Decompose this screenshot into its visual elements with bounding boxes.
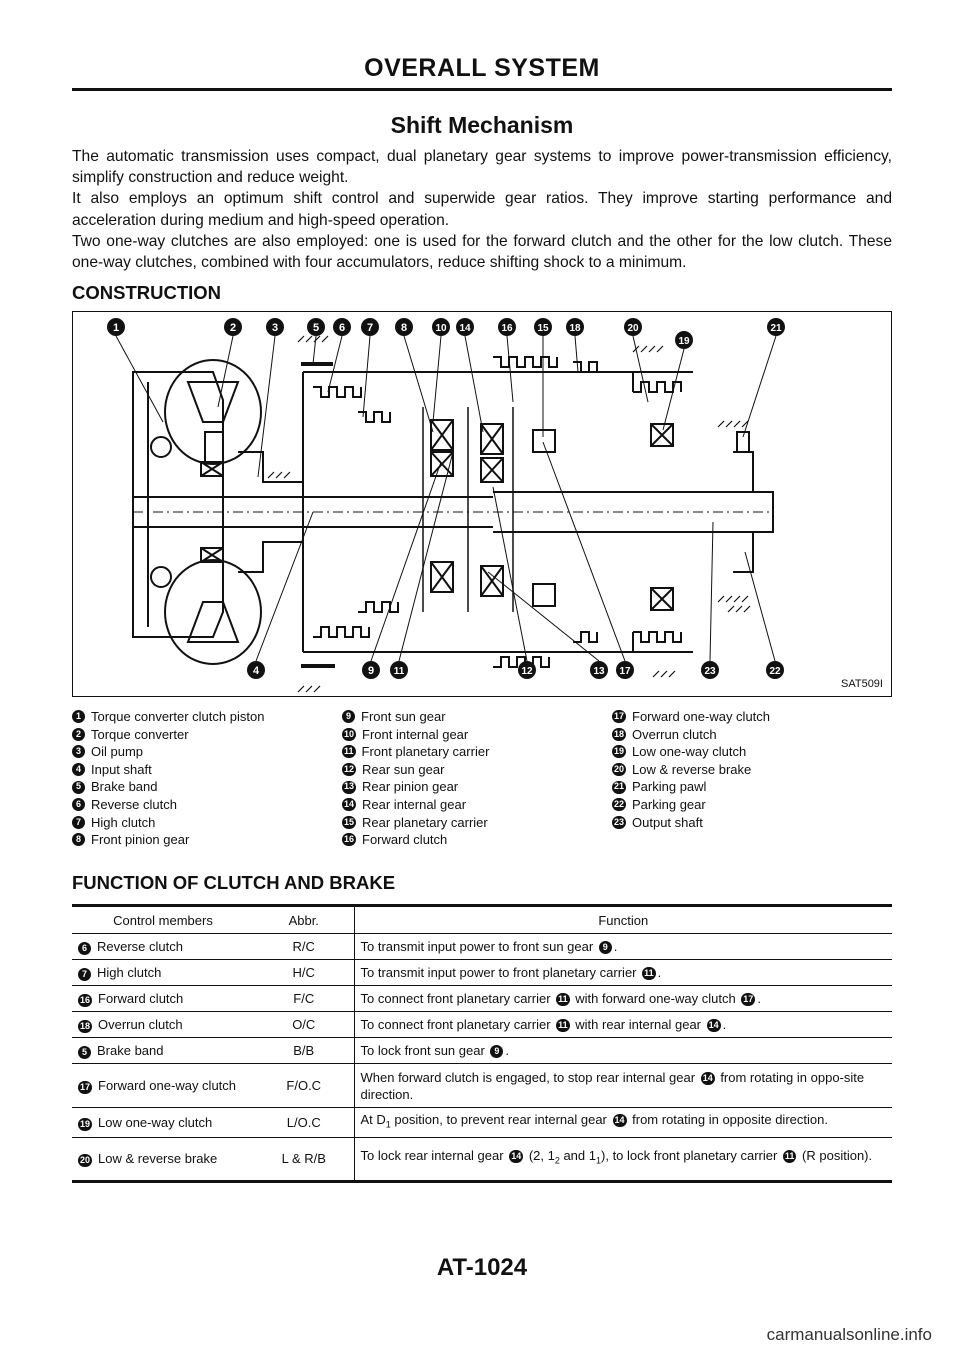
legend-label: Brake band [91, 779, 158, 795]
ground-hatch-7 [653, 671, 675, 677]
table-header-row [72, 906, 892, 934]
page-number: AT-1024 [436, 1254, 528, 1281]
callout-number: 9 [367, 665, 375, 677]
callout-number: 2 [229, 322, 237, 334]
table-row [72, 934, 892, 960]
table-row [72, 986, 892, 1012]
diagram-callout [224, 318, 242, 336]
ground-hatch-8 [728, 606, 750, 612]
callout-number-badge: 20 [80, 1155, 91, 1166]
callout-number: 17 [619, 666, 631, 677]
control-member-cell [72, 960, 254, 986]
legend-label: High clutch [91, 814, 156, 830]
diagram-callout [361, 318, 379, 336]
callout-number: 18 [569, 323, 581, 334]
callout-number-badge: 7 [72, 816, 85, 829]
legend-item [72, 796, 264, 814]
control-member-cell [72, 1012, 254, 1038]
section-header: OVERALL SYSTEM [364, 54, 600, 82]
legend-item [72, 726, 264, 744]
high-clutch-pack-top [358, 412, 390, 422]
callout-number: 21 [770, 323, 782, 334]
table-row [72, 960, 892, 986]
callouts-bottom [247, 661, 784, 679]
legend-label: Parking pawl [632, 779, 707, 795]
control-member-name: Brake band [97, 1043, 164, 1058]
front-pinion-lower-cross [431, 562, 453, 592]
control-member-name: Reverse clutch [97, 939, 183, 954]
function-cell: To transmit input power to front planetary carrier 11 . [354, 960, 892, 986]
callout-number-badge: 23 [612, 816, 626, 829]
legend-column [72, 708, 264, 849]
abbr-cell: L & R/B [254, 1137, 354, 1181]
callout-number-badge: 13 [342, 781, 356, 794]
legend-label: Front internal gear [362, 726, 469, 742]
callout-number-badge: 17 [80, 1082, 91, 1092]
leader-line [575, 336, 578, 372]
leader-line [313, 336, 316, 364]
callout-number-badge: 7 [78, 968, 91, 981]
legend-label: Low & reverse brake [632, 761, 752, 777]
construction-heading: CONSTRUCTION [72, 282, 222, 303]
callouts-top [107, 318, 785, 349]
diagram-callout [767, 318, 785, 336]
callout-number-badge: 6 [78, 942, 91, 955]
legend-item [342, 708, 489, 726]
intro-paragraph: The automatic transmission uses compact, dual planetary gear systems to improve power-transmission efficiency, simplify construction and reduce weight. [72, 148, 892, 187]
control-member-name: High clutch [97, 965, 162, 980]
function-cell: To connect front planetary carrier 11 with rear internal gear 14 . [354, 1012, 892, 1038]
legend-item [72, 708, 264, 726]
intro-text [72, 146, 892, 273]
control-member-cell [72, 1108, 254, 1138]
callout-number: 20 [627, 323, 639, 334]
ground-hatch-3 [633, 346, 663, 352]
control-member-name: Forward clutch [98, 991, 184, 1006]
control-member-cell [72, 934, 254, 960]
legend-label: Rear planetary carrier [362, 814, 488, 830]
upper-converter-hub [151, 437, 171, 457]
converter-housing-shape [133, 372, 223, 637]
callout-number-badge: 21 [612, 781, 626, 794]
callout-number-badge: 4 [72, 763, 85, 776]
callout-number: 10 [435, 323, 447, 334]
legend-label: Low one-way clutch [632, 744, 747, 760]
table-row [72, 1137, 892, 1181]
legend-label: Front pinion gear [91, 832, 190, 848]
ground-hatch-4 [718, 421, 748, 427]
diagram-callout [766, 661, 784, 679]
ground-hatch-6 [298, 686, 320, 692]
rear-sun-upper-cross [481, 458, 503, 482]
ground-hatch-5 [718, 596, 748, 602]
forward-clutch-pack-top [493, 357, 557, 367]
callout-number-badge: 19 [80, 1118, 91, 1129]
callout-number-badge: 14 [702, 1072, 713, 1083]
abbr-cell: B/B [254, 1038, 354, 1064]
callout-number: 7 [366, 322, 374, 334]
control-member-cell [72, 986, 254, 1012]
callout-number: 1 [112, 322, 120, 334]
diagram-callout [266, 318, 284, 336]
abbr-cell: R/C [254, 934, 354, 960]
legend-item [342, 796, 489, 814]
transmission-cutaway-drawing [73, 312, 890, 695]
legend-label: Rear sun gear [362, 761, 445, 777]
rear-pinion-upper-cross [481, 424, 503, 454]
legend-item [342, 743, 489, 761]
callout-number-badge: 20 [612, 763, 626, 776]
legend-label: Front sun gear [361, 709, 446, 724]
legend-item [72, 778, 264, 796]
legend-item [72, 831, 264, 849]
legend-label: Torque converter [91, 726, 189, 742]
diagram-callout [534, 318, 552, 336]
callout-number: 16 [501, 323, 513, 334]
legend-item [612, 778, 770, 796]
ground-hatch-2 [298, 336, 328, 342]
reverse-clutch-pack-top [313, 387, 361, 397]
callout-number-badge: 5 [78, 1046, 91, 1059]
abbr-cell: F/O.C [254, 1064, 354, 1108]
diagram-callout [390, 661, 408, 679]
diagram-callout [590, 661, 608, 679]
diagram-callout [566, 318, 584, 336]
function-table-wrap [72, 904, 892, 1183]
table-row [72, 1012, 892, 1038]
low-reverse-brake-bottom [633, 632, 693, 652]
reverse-clutch-pack-bottom [313, 627, 369, 637]
callout-number-badge: 11 [558, 1020, 568, 1031]
callout-number-badge: 14 [342, 798, 356, 811]
callout-number: 6 [338, 322, 346, 334]
legend-item [72, 814, 264, 832]
leader-line [743, 336, 776, 437]
callout-number-badge: 9 [342, 710, 355, 723]
forward-one-way-upper [533, 430, 555, 452]
column-header-abbr: Abbr. [254, 906, 354, 934]
column-header-member: Control members [72, 906, 254, 934]
callout-number-badge: 10 [342, 728, 356, 741]
legend-item [342, 831, 489, 849]
function-cell: To connect front planetary carrier 11 with forward one-way clutch 17 . [354, 986, 892, 1012]
diagram-callout [624, 318, 642, 336]
upper-stator [205, 432, 223, 462]
overrun-clutch-pack-top [573, 362, 597, 372]
callout-number: 14 [459, 323, 471, 334]
function-cell: To lock rear internal gear 14 (2, $1_2$ and $1_1$), to lock front planetary carrier 11 (R position). [354, 1137, 892, 1181]
intro-paragraph: Two one-way clutches are also employed: one is used for the forward clutch and the other for the low clutch. These one-way clutches, combined with four accumulators, reduce shifting shock to a minimum. [72, 232, 892, 272]
page-title: Shift Mechanism [390, 112, 574, 138]
callout-number-badge: 12 [342, 763, 356, 776]
lower-converter-torus [165, 560, 261, 664]
table-row [72, 1038, 892, 1064]
leader-line [363, 336, 370, 417]
callout-number-badge: 9 [490, 1045, 503, 1058]
callout-number-badge: 17 [743, 994, 754, 1005]
callout-number: 4 [252, 665, 260, 677]
callout-number: 23 [704, 666, 716, 677]
legend-item [612, 726, 770, 744]
function-table [72, 904, 892, 1183]
overrun-clutch-pack-bottom [573, 632, 597, 642]
leader-line [710, 522, 713, 661]
leader-line [116, 336, 163, 422]
diagram-callout [247, 661, 265, 679]
construction-diagram [72, 311, 892, 697]
watermark: carmanualsonline.info [766, 1325, 932, 1344]
function-cell: To lock front sun gear 9 . [354, 1038, 892, 1064]
abbr-cell: L/O.C [254, 1108, 354, 1138]
function-cell: At $D_1$ position, to prevent rear internal gear 14 from rotating in opposite direction. [354, 1108, 892, 1138]
diagram-callout [701, 661, 719, 679]
diagram-callout [498, 318, 516, 336]
callout-number-badge: 1 [72, 710, 85, 723]
legend-label: Torque converter clutch piston [91, 709, 265, 724]
leader-line [433, 336, 441, 422]
callout-leader-lines [116, 336, 776, 661]
control-member-name: Overrun clutch [98, 1017, 183, 1032]
callout-number-badge: 17 [612, 710, 626, 723]
function-heading: FUNCTION OF CLUTCH AND BRAKE [72, 872, 396, 893]
diagram-callout [518, 661, 536, 679]
legend-item [342, 726, 489, 744]
leader-line [507, 336, 513, 402]
legend-item [342, 814, 489, 832]
legend-item [612, 761, 770, 779]
leader-line [543, 442, 625, 661]
legend-label: Rear internal gear [362, 796, 467, 812]
leader-line [218, 336, 233, 407]
callout-number-badge: 3 [72, 745, 85, 758]
legend-column [612, 708, 770, 831]
callout-number-badge: 14 [708, 1020, 719, 1031]
control-member-name: Low one-way clutch [98, 1114, 213, 1130]
callout-number-badge: 6 [72, 798, 85, 811]
parking-pawl-shape [737, 432, 749, 452]
callout-number-badge: 11 [558, 994, 568, 1005]
callout-number-badge: 5 [72, 781, 85, 794]
ground-hatch-1 [268, 472, 290, 478]
forward-one-way-lower [533, 584, 555, 606]
callout-number-badge: 16 [80, 995, 91, 1005]
header-rule [72, 88, 892, 91]
callout-number-badge: 22 [612, 798, 626, 811]
control-member-name: Low & reverse brake [98, 1151, 218, 1167]
low-one-way-lower-cross [651, 588, 673, 610]
high-clutch-pack-bottom [358, 602, 398, 612]
legend-item [342, 778, 489, 796]
diagram-callout [362, 661, 380, 679]
control-member-name: Forward one-way clutch [98, 1078, 237, 1093]
legend-label: Forward clutch [362, 832, 448, 848]
callout-number-badge: 9 [599, 941, 612, 954]
lower-converter-hub [151, 567, 171, 587]
callout-number: 12 [521, 666, 533, 677]
callout-number-badge: 19 [612, 745, 626, 758]
callout-number: 19 [678, 336, 690, 347]
diagram-drawing [133, 336, 773, 692]
callout-number-badge: 16 [342, 833, 356, 846]
callout-number: 22 [769, 666, 781, 677]
abbr-cell: H/C [254, 960, 354, 986]
diagram-callout [432, 318, 450, 336]
legend-label: Input shaft [91, 761, 152, 777]
callout-number: 5 [312, 322, 320, 334]
callout-number-badge: 11 [644, 968, 654, 979]
callout-number: 13 [593, 666, 605, 677]
upper-turbine-blade [188, 382, 238, 422]
legend-item [612, 814, 770, 832]
legend-label: Reverse clutch [91, 796, 177, 812]
diagram-callout [395, 318, 413, 336]
subscript: 2 [554, 1155, 560, 1166]
callout-number-badge: 8 [72, 833, 85, 846]
legend-label: Forward one-way clutch [632, 709, 771, 724]
control-member-cell [72, 1137, 254, 1181]
figure-code: SAT509I [841, 678, 883, 690]
leader-line [488, 572, 599, 661]
callout-number: 3 [271, 322, 279, 334]
upper-converter-torus [165, 360, 261, 464]
low-one-way-upper-cross [651, 424, 673, 446]
callout-number: 15 [537, 323, 549, 334]
legend-label: Front planetary carrier [361, 744, 490, 760]
control-member-cell [72, 1038, 254, 1064]
table-row [72, 1064, 892, 1108]
function-cell: To transmit input power to front sun gear 9 . [354, 934, 892, 960]
diagram-callout [107, 318, 125, 336]
legend-column [342, 708, 489, 849]
diagram-callout [333, 318, 351, 336]
callout-number-badge: 14 [511, 1151, 522, 1162]
legend-label: Oil pump [91, 744, 144, 760]
diagram-callout [456, 318, 474, 336]
callout-number-badge: 11 [784, 1151, 795, 1162]
callout-number-badge: 18 [612, 728, 626, 741]
leader-line [404, 336, 433, 432]
legend-label: Output shaft [632, 814, 703, 830]
intro-paragraph: It also employs an optimum shift control and superwide gear ratios. They improve starting performance and acceleration during medium and high-speed operation. [72, 190, 892, 229]
callout-number: 11 [393, 666, 405, 677]
legend-item [612, 743, 770, 761]
legend-item [612, 708, 770, 726]
callout-number-badge: 2 [72, 728, 85, 741]
callout-number-badge: 11 [342, 745, 356, 758]
callout-number-badge: 18 [80, 1021, 91, 1031]
callout-number: 8 [400, 322, 408, 334]
legend-item [72, 761, 264, 779]
callout-number-badge: 15 [342, 816, 356, 829]
diagram-callout [675, 331, 693, 349]
diagram-callout [616, 661, 634, 679]
subscript: 1 [596, 1155, 602, 1166]
legend-label: Overrun clutch [632, 726, 717, 742]
leader-line [256, 512, 313, 661]
control-member-cell [72, 1064, 254, 1108]
callout-number-badge: 14 [614, 1115, 625, 1126]
legend-item [342, 761, 489, 779]
legend-label: Rear pinion gear [362, 779, 459, 795]
function-table-body [72, 934, 892, 1182]
abbr-cell: O/C [254, 1012, 354, 1038]
legend-item [612, 796, 770, 814]
legend-item [72, 743, 264, 761]
abbr-cell: F/C [254, 986, 354, 1012]
subscript: 1 [385, 1119, 391, 1130]
table-row [72, 1108, 892, 1138]
front-pinion-upper-cross [431, 420, 453, 450]
legend-label: Parking gear [632, 796, 706, 812]
diagram-callout [307, 318, 325, 336]
column-header-function: Function [354, 906, 892, 934]
function-cell: When forward clutch is engaged, to stop rear internal gear 14 from rotating in oppo-site direction. [354, 1064, 892, 1108]
leader-line [399, 452, 453, 661]
